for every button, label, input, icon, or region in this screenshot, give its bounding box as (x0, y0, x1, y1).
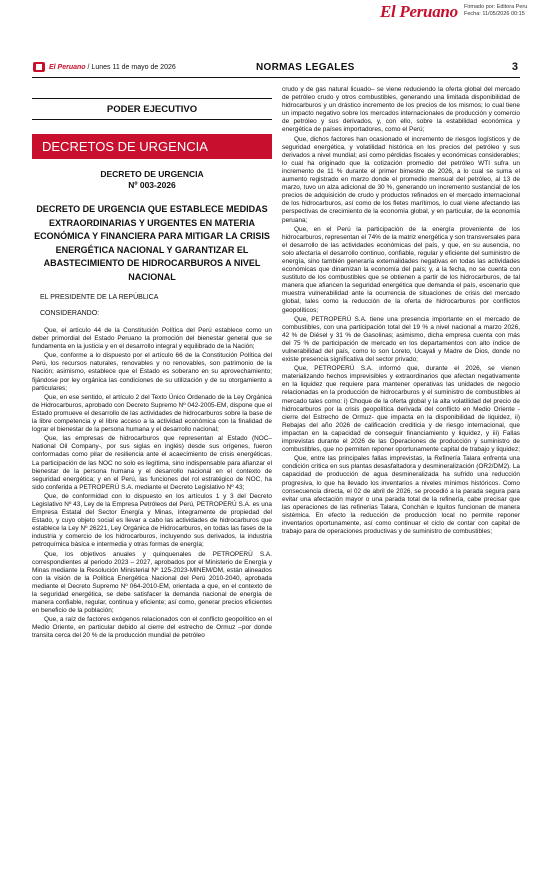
header-brand: El Peruano (49, 64, 86, 71)
paragraph: Que, en el Perú la participación de la energía proveniente de los hidrocarburos, representan el 74% de la matriz energética y son transversales para el desarrollo de las actividades económicas del país, y que, en su ausencia, no solo afectaría el desarrollo continuo, confiable, regular y eficiente del suministro de energía, sino también generaría externalidades negativas en todas las actividades económicas que dinamizan la economía del país; y, a la fecha, no se cuenta con sustituto de los combustibles que se obtienen a partir de los hidrocarburos, de tal manera que afiancen la seguridad energética que demanda el país, escenario que muestra vulnerabilidad ante la ocurrencia de situaciones de crisis del mercado global, tales como la reducción de la oferta de hidrocarburos por conflictos geopolíticos; (282, 225, 520, 314)
decree-heading: DECRETO DE URGENCIA QUE ESTABLECE MEDIDAS EXTRAORDINARIAS Y URGENTES EN MATERIA ECONÓMICA Y FINANCIERA PARA MITIGAR LA CRISIS ENERGÉTICA NACIONAL Y GARANTIZAR EL ABASTECIMIENTO DE HIDROCARBUROS A NIVEL NACIONAL (34, 204, 270, 282)
paragraph: Que, a raíz de factores exógenos relacionados con el conflicto geopolítico en el Medio Oriente, en particular debido al cierre del estrecho de Ormuz –por donde transita cerca del 20 % de la producción mundial de petróleo (32, 616, 272, 640)
page-header (32, 58, 520, 78)
decree-type: DECRETO DE URGENCIA (100, 169, 204, 179)
decree-code: Nº 003-2026 (128, 180, 176, 190)
brand-logo: El Peruano (380, 2, 458, 21)
paragraph: Que, PETROPERÚ S.A. tiene una presencia importante en el mercado de combustibles, con una participación total del 19 % a nivel nacional a marzo 2026, 42 % de Diésel y 31 % de Gasolinas; asimismo, dicha empresa cuenta con más del 75 % de participación de mercado en los departamentos con alto índice de vulnerabilidad del país, como lo son Loreto, Ucayali y Madre de Dios, donde no existe presencia significativa del sector privado; (282, 315, 520, 364)
decree-number (32, 169, 272, 191)
section-title: PODER EJECUTIVO (32, 98, 272, 120)
right-column (282, 86, 520, 536)
left-paragraphs (32, 327, 272, 641)
paragraph: Que, PETROPERÚ S.A. informó que, durante el 2026, se vienen materializando hechos imprevisibles y extraordinarios que afectan negativamente en la liquidez que requiere para mantener operativas las unidades de negocio relacionadas en la producción de hidrocarburos y el suministro de combustibles al mercado tales como: i) Choque de la oferta global y la alta volatilidad del precio de hidrocarburos por la crisis geopolítica derivada del conflicto en Medio Oriente -cierre del Estrecho de Ormuz- que impacta en la disponibilidad de liquidez, ii) Rebajas del año 2026 de calificación crediticia y de riesgo internacional, que impactan en la capacidad de conseguir financiamiento y liquidez, y iii) Fallas imprevistas durante el 2026 de las Operaciones de producción y suministro de combustibles, que no permiten reponer oportunamente capital de trabajo y liquidez; (282, 365, 520, 454)
signature-signer: Firmado por: Editora Peru (464, 4, 528, 10)
header-separator: / (87, 64, 92, 71)
category-banner: DECRETOS DE URGENCIA (32, 134, 272, 159)
header-publication (49, 64, 176, 71)
paragraph: Que, los objetivos anuales y quinquenales de PETROPERÚ S.A. correspondientes al periodo 2023 – 2027, aprobados por el Ministerio de Energía y Minas mediante la Resolución Ministerial Nº 125-2023-MINEM/DM, están alineados con la visión de la Política Energética Nacional del Perú 2010-2040, aprobada mediante el Decreto Supremo Nº 064-2010-EM, orientada a que, en el contexto de la seguridad energética, se debe satisfacer la demanda nacional de energía de manera confiable, regular, continua y eficiente; así como, generar precios eficientes en beneficio de la población; (32, 550, 272, 615)
header-section: NORMAS LEGALES (256, 62, 355, 73)
paragraph: Que, de conformidad con lo dispuesto en los artículos 1 y 3 del Decreto Legislativo Nº 43, Ley de la Empresa Petróleos del Perú, PETROPERÚ S.A. es una Empresa Estatal del Sector Energía y Minas, íntegramente de propiedad del Estado, y cuyo objeto social es llevar a cabo las actividades de hidrocarburos que establece la Ley Nº 26221, Ley Orgánica de Hidrocarburos, en todas las fases de la industria y comercio de los hidrocarburos, incluyendo sus derivados, la industria petroquímica básica e intermedia y otras formas de energía; (32, 492, 272, 549)
paragraph: Que, las empresas de hidrocarburos que representan al Estado (NOC– National Oil Company-, por sus siglas en inglés) desde sus orígenes, fueron conformadas como pilar de resiliencia ante el acaecimiento de crisis energéticas. La participación de las NOC no solo es legítima, sino indispensable para afianzar el bienestar de la persona humana y el desarrollo nacional en el contexto de seguridad energética; y en el Perú, las funciones del rol estratégico de NOC, ha sido conferida a PETROPERÚ S.A. mediante el Decreto Legislativo Nº 43; (32, 435, 272, 491)
digital-signature (464, 4, 527, 18)
paragraph: Que, dichos factores han ocasionado el incremento de riesgos logísticos y de seguridad energética, y volatilidad histórica en los precios del petróleo y sus derivados a nivel mundial; así como pérdidas fiscales y económicas considerables; lo cual ha originado que la cotización promedio del petróleo WTI sufra un incremento de 11 % durante el primer bimestre de 2026, a lo cual se suma el aumento registrado en marzo donde el promedio mensual del petróleo, al 13 de marzo, tuvo un alza adicional de 30 %, generando un incremento sustancial de los precios de adquisición de crudo y productos refinados en el mercado internacional de los hidrocarburos, así como de los fletes marítimos, lo cual viene afectando las perspectivas de crecimiento de la economía global, y en particular, de la economía peruana; (282, 135, 520, 224)
president-line: EL PRESIDENTE DE LA REPÚBLICA (40, 294, 159, 301)
page-number: 3 (511, 61, 518, 73)
signature-bar (0, 0, 550, 26)
header-date: Lunes 11 de mayo de 2026 (91, 64, 176, 71)
paragraph: crudo y de gas natural licuado– se viene reduciendo la oferta global del mercado de petróleo crudo y otros combustibles, generando una limitada disponibilidad de hidrocarburos y un drástico incremento de los precios de los mismos; lo cual tiene un impacto negativo sobre los mercados internacionales de producción y comercio de petróleo y sus derivados, y, con ello, sobre la estabilidad económica y energética de países importadores, como el Perú; (282, 86, 520, 134)
signature-date: Fecha: 11/05/2026 00:15 (464, 11, 525, 17)
left-column (32, 86, 272, 641)
paragraph: Que, el artículo 44 de la Constitución Política del Perú establece como un deber primordial del Estado Peruano la promoción del bienestar general que se fundamenta en la justicia y en el desarrollo integral y equilibrado de la Nación; (32, 327, 272, 351)
paragraph: Que, conforme a lo dispuesto por el artículo 66 de la Constitución Política del Perú, los recursos naturales, renovables y no renovables, son patrimonio de la Nación; asimismo, establece que el Estado es soberano en su aprovechamiento; fijándose por ley orgánica las condiciones de su utilización y de su otorgamiento a particulares; (32, 352, 272, 392)
paragraph: Que, entre las principales fallas imprevistas, la Refinería Talara enfrenta una condición crítica en sus plantas desasfaltadora y desmineralización (OR2/DM2). La capacidad de producción de agua desmineralizada ha sufrido una reducción progresiva, lo que ha llevado los inventarios a niveles mínimos históricos. Como consecuencia directa, el 02 de abril de 2026, se procedió a la parada segura para evitar una afectación mayor o una parada total de la refinería, cabe precisar que las operaciones de las refinerías Talara, Conchán e Iquitos funcionan de manera sistémica. En efecto la reducción de producción local no permite reponer inventarios oportunamente, así como continuar el ciclo de contar con capital de trabajo para de operaciones productivas y de suministro de combustibles; (282, 455, 520, 536)
paragraph: Que, en ese sentido, el artículo 2 del Texto Único Ordenado de la Ley Orgánica de Hidrocarburos, aprobado con Decreto Supremo Nº 042-2005-EM, dispone que el Estado promueve el desarrollo de las actividades de hidrocarburos sobre la base de la libre competencia y el libre acceso a la actividad económica con la finalidad de lograr el bienestar de la persona humana y el desarrollo nacional; (32, 393, 272, 434)
considerando-label: CONSIDERANDO: (40, 310, 100, 317)
coat-of-arms-icon (32, 61, 46, 73)
